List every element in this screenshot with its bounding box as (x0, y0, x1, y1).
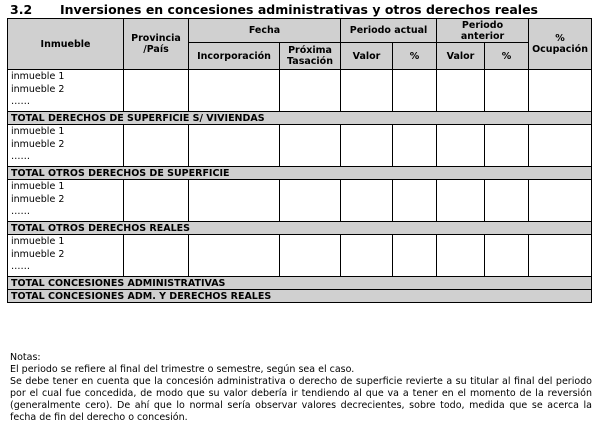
empty-cell (485, 180, 529, 222)
note-line: El periodo se refiere al final del trimestre o semestre, según sea el caso. (10, 364, 355, 375)
inmueble-list (8, 70, 124, 112)
total-row (8, 222, 592, 235)
grand-total-label: TOTAL CONCESIONES ADM. Y DERECHOS REALES (8, 290, 592, 303)
empty-cell (393, 125, 437, 167)
empty-cell (485, 235, 529, 277)
header-pct-actual: % (393, 43, 437, 70)
empty-cell (124, 235, 189, 277)
empty-cell (437, 180, 485, 222)
table-row (8, 235, 592, 277)
empty-cell (189, 125, 280, 167)
header-valor-anterior: Valor (437, 43, 485, 70)
total-label: TOTAL DERECHOS DE SUPERFICIE S/ VIVIENDAS (8, 112, 592, 125)
header-valor-actual: Valor (341, 43, 393, 70)
total-label: TOTAL OTROS DERECHOS DE SUPERFICIE (8, 167, 592, 180)
section-number: 3.2 (10, 2, 33, 17)
header-pct-anterior: % (485, 43, 529, 70)
inmueble-item: …… (11, 96, 30, 107)
inmueble-item: inmueble 2 (11, 248, 65, 260)
grand-total-row (8, 290, 592, 303)
empty-cell (485, 70, 529, 112)
notes-block (10, 352, 592, 424)
header-provincia: Provincia /País (124, 19, 189, 70)
inmueble-list (8, 125, 124, 167)
inmueble-item: inmueble 1 (11, 126, 65, 137)
empty-cell (341, 235, 393, 277)
header-proxima-tasacion: Próxima Tasación (280, 43, 341, 70)
inmueble-item: …… (11, 151, 30, 162)
inmueble-list (8, 235, 124, 277)
inmueble-list (8, 180, 124, 222)
section-heading (10, 2, 595, 18)
empty-cell (189, 235, 280, 277)
empty-cell (124, 180, 189, 222)
empty-cell (529, 235, 592, 277)
empty-cell (437, 70, 485, 112)
inmueble-item: inmueble 2 (11, 138, 65, 150)
investments-table (7, 18, 592, 303)
header-incorporacion: Incorporación (189, 43, 280, 70)
table-row (8, 125, 592, 167)
empty-cell (189, 70, 280, 112)
inmueble-item: inmueble 1 (11, 236, 65, 247)
inmueble-item: …… (11, 206, 30, 217)
empty-cell (280, 235, 341, 277)
total-label: TOTAL OTROS DERECHOS REALES (8, 222, 592, 235)
table-row (8, 70, 592, 112)
header-periodo-actual: Periodo actual (341, 19, 437, 43)
header-periodo-anterior: Periodo anterior (437, 19, 529, 43)
empty-cell (437, 235, 485, 277)
total-label: TOTAL CONCESIONES ADMINISTRATIVAS (8, 277, 592, 290)
header-fecha: Fecha (189, 19, 341, 43)
empty-cell (393, 235, 437, 277)
inmueble-item: inmueble 2 (11, 83, 65, 95)
empty-cell (393, 180, 437, 222)
table-row (8, 180, 592, 222)
empty-cell (341, 70, 393, 112)
empty-cell (529, 180, 592, 222)
empty-cell (341, 180, 393, 222)
total-row (8, 167, 592, 180)
header-row-1 (8, 19, 592, 43)
empty-cell (124, 125, 189, 167)
empty-cell (529, 70, 592, 112)
empty-cell (280, 125, 341, 167)
empty-cell (124, 70, 189, 112)
header-inmueble: Inmueble (8, 19, 124, 70)
empty-cell (280, 70, 341, 112)
total-row (8, 112, 592, 125)
inmueble-item: inmueble 1 (11, 181, 65, 192)
empty-cell (529, 125, 592, 167)
empty-cell (393, 70, 437, 112)
section-title: Inversiones en concesiones administrativas y otros derechos reales (60, 2, 538, 17)
notes-label: Notas: (10, 352, 41, 363)
total-row (8, 277, 592, 290)
inmueble-item: inmueble 1 (11, 71, 65, 82)
empty-cell (280, 180, 341, 222)
empty-cell (189, 180, 280, 222)
empty-cell (437, 125, 485, 167)
table-body (8, 19, 592, 303)
inmueble-item: …… (11, 261, 30, 272)
header-ocupacion: % Ocupación (529, 19, 592, 70)
note-line: Se debe tener en cuenta que la concesión administrativa o derecho de superficie revierte a su titular al final del periodo por el cual fue concedida, de modo que su valor debería ir tendiendo al que va a tener en el momento de la reversión (generalmente cero). De ahí que lo normal sería observar valores decrecientes, sobre todo, medida que se acerca la fecha de fin del derecho o concesión. (10, 376, 592, 423)
empty-cell (485, 125, 529, 167)
empty-cell (341, 125, 393, 167)
inmueble-item: inmueble 2 (11, 193, 65, 205)
